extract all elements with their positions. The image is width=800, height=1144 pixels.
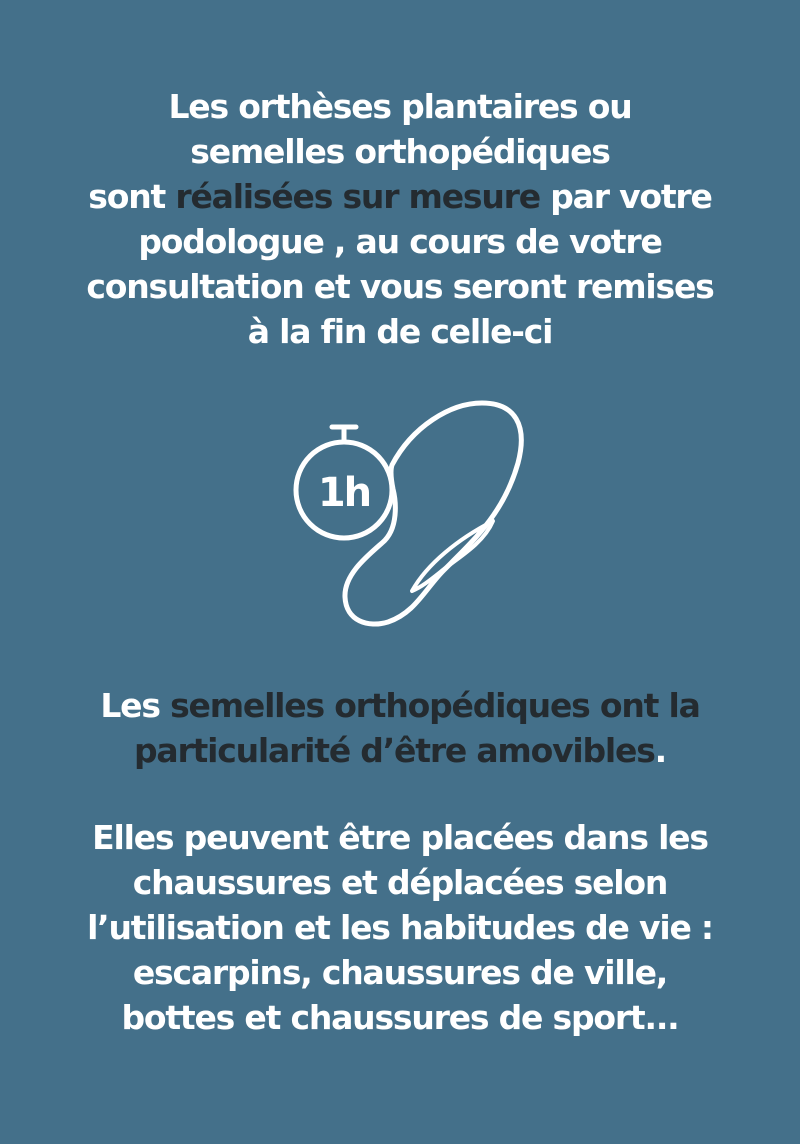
intro-line-1: Les orthèses plantaires ou: [168, 87, 632, 126]
timer-label: 1h: [317, 470, 371, 516]
intro-line-3-prefix: sont: [88, 177, 176, 216]
removable-line-1-prefix: Les: [100, 686, 171, 725]
timer-insole-icon-graphic: [280, 395, 530, 635]
intro-line-5: consultation et vous seront remises: [86, 267, 714, 306]
removable-line-1-highlight: semelles orthopédiques ont la: [170, 686, 700, 725]
removable-line-2-highlight: particularité d’être amovibles: [133, 731, 655, 770]
intro-line-4: podologue , au cours de votre: [138, 222, 662, 261]
removable-line-1: [0, 683, 800, 728]
intro-line-3: [0, 174, 800, 219]
timer-insole-icon: [280, 395, 530, 635]
intro-line-2: semelles orthopédiques: [190, 132, 610, 171]
removable-text: [0, 683, 800, 773]
usage-line-3: l’utilisation et les habitudes de vie :: [87, 908, 713, 947]
intro-line-6: à la fin de celle-ci: [247, 312, 553, 351]
usage-line-2: chaussures et déplacées selon: [132, 863, 668, 902]
usage-line-4: escarpins, chaussures de ville,: [132, 953, 668, 992]
usage-line-5: bottes et chaussures de sport...: [121, 998, 679, 1037]
intro-line-3-suffix: par votre: [539, 177, 712, 216]
usage-text: [0, 815, 800, 1040]
intro-text: [0, 84, 800, 354]
made-to-measure-highlight: réalisées sur mesure: [175, 177, 540, 216]
usage-line-1: Elles peuvent être placées dans les: [92, 818, 708, 857]
removable-line-2-suffix: .: [654, 731, 667, 770]
removable-line-2: [0, 728, 800, 773]
